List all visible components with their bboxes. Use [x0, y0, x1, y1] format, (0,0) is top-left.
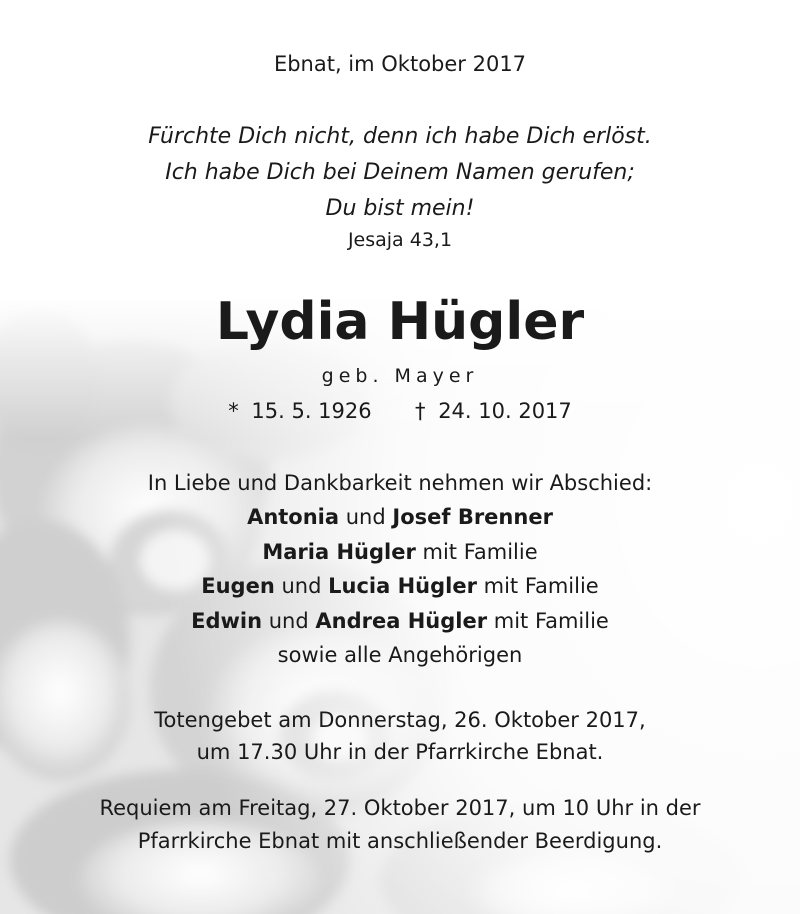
mourner-line: [0, 604, 800, 638]
birth-symbol: *: [228, 399, 239, 423]
mourner-name: Lucia Hügler: [328, 574, 477, 599]
life-dates: [0, 396, 800, 426]
mourner-name: Maria Hügler: [262, 539, 416, 564]
place-and-date: [0, 50, 800, 78]
mourner-conjunction: und: [345, 505, 386, 530]
life-dates-line: [0, 396, 800, 426]
mourner-suffix: mit Familie: [422, 539, 538, 564]
wake-line: um 17.30 Uhr in der Pfarrkirche Ebnat.: [196, 740, 604, 764]
mourner-suffix: mit Familie: [483, 574, 599, 599]
mourner-suffix: mit Familie: [493, 608, 609, 633]
place-date-text: Ebnat, im Oktober 2017: [273, 52, 527, 76]
death-date: 24. 10. 2017: [438, 399, 572, 423]
verse-reference: [0, 226, 800, 254]
maiden-name-text: geb. Mayer: [321, 365, 479, 387]
mourner-line: [0, 535, 800, 569]
mourner-line: [0, 569, 800, 603]
death-cross-symbol: †: [415, 399, 426, 423]
mourner-line: [0, 500, 800, 534]
requiem-line: Pfarrkirche Ebnat mit anschließender Beerdigung.: [137, 829, 663, 853]
wake-line: Totengebet am Donnerstag, 26. Oktober 2017,: [154, 708, 646, 732]
maiden-name: [0, 362, 800, 390]
mourner-name: Andrea Hügler: [315, 608, 488, 633]
mourner-name: Eugen: [201, 574, 275, 599]
deceased-name: [0, 287, 800, 357]
requiem-line: Requiem am Freitag, 27. Oktober 2017, um 10 Uhr in der: [99, 796, 701, 820]
verse-line: Fürchte Dich nicht, denn ich habe Dich erlöst.: [148, 124, 652, 149]
mourner-conjunction: und: [268, 608, 309, 633]
verse-line: Ich habe Dich bei Deinem Namen gerufen;: [165, 160, 635, 185]
mourners-list: [0, 466, 800, 672]
wake-service-info: [0, 704, 800, 768]
mourner-name: Edwin: [191, 608, 263, 633]
mourner-name: Josef Brenner: [392, 505, 553, 530]
mourners-closing: sowie alle Angehörigen: [277, 643, 523, 668]
mourner-conjunction: und: [281, 574, 322, 599]
deceased-name-text: Lydia Hügler: [215, 292, 585, 352]
requiem-service-info: [0, 792, 800, 858]
verse-reference-text: Jesaja 43,1: [347, 229, 453, 251]
mourners-intro: In Liebe und Dankbarkeit nehmen wir Abschied:: [147, 471, 653, 495]
birth-date: 15. 5. 1926: [251, 399, 372, 423]
bible-verse: [0, 119, 800, 227]
verse-line: Du bist mein!: [325, 196, 475, 221]
mourner-name: Antonia: [247, 505, 340, 530]
